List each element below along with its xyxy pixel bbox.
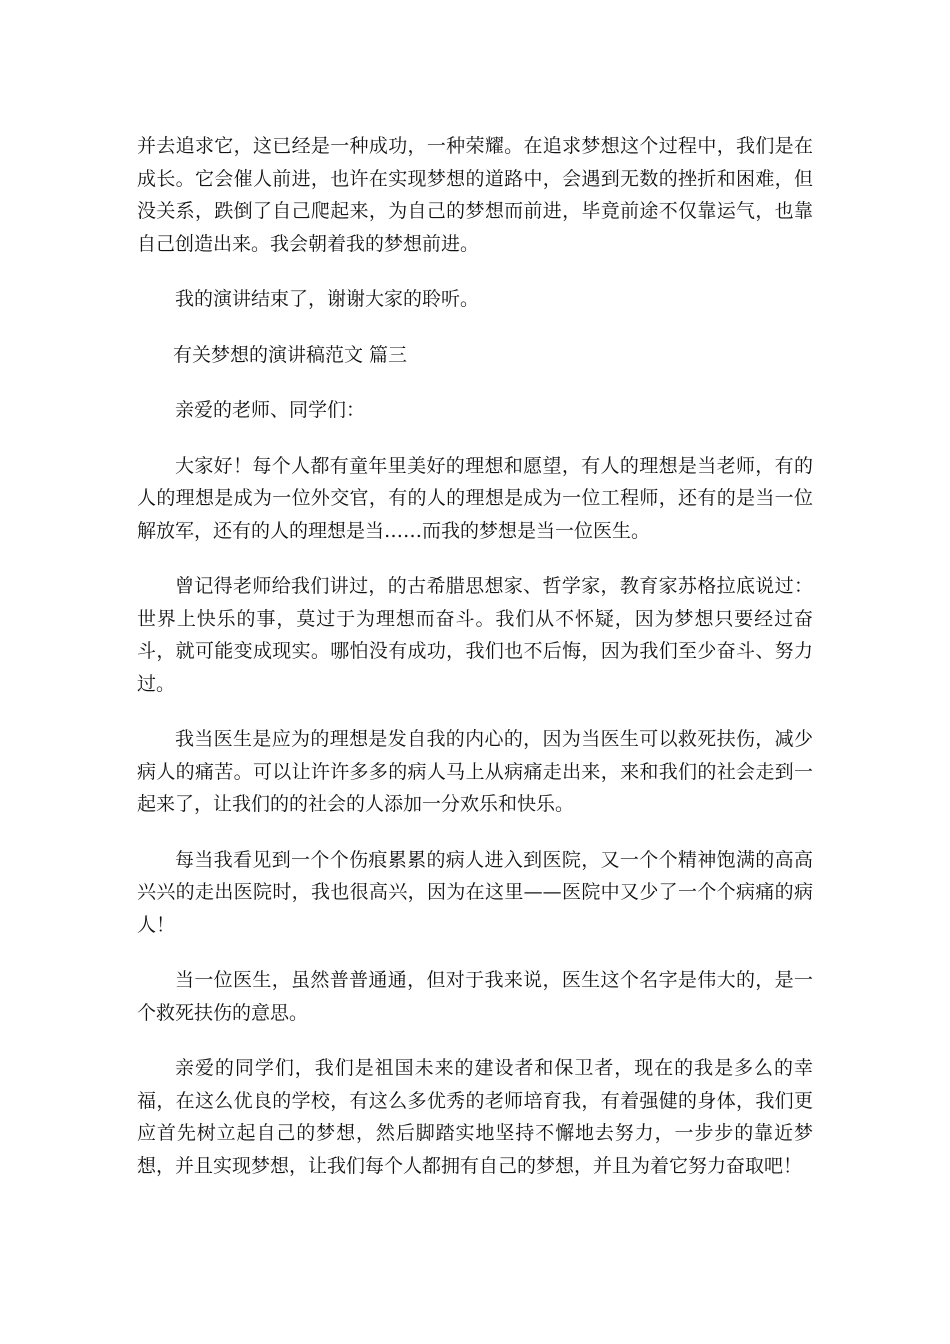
paragraph: 我当医生是应为的理想是发自我的内心的，因为当医生可以救死扶伤，减少病人的痛苦。可以让许许多多的病人马上从病痛走出来，来和我们的社会走到一起来了，让我们的的社会的人添加一分欢乐和快乐。 [137, 728, 813, 815]
paragraph: 亲爱的同学们，我们是祖国未来的建设者和保卫者，现在的我是多么的幸福，在这么优良的学校，有这么多优秀的老师培育我，有着强健的身体，我们更应首先树立起自己的梦想，然后脚踏实地坚持不懈地去努力，一步步的靠近梦想，并且实现梦想，让我们每个人都拥有自己的梦想，并且为着它努力奋取吧！ [137, 1057, 813, 1177]
section-title: 有关梦想的演讲稿范文 篇三 [173, 343, 408, 366]
paragraph: 大家好！每个人都有童年里美好的理想和愿望，有人的理想是当老师，有的人的理想是成为一位外交官，有的人的理想是成为一位工程师，还有的是当一位解放军，还有的人的理想是当……而我的梦想是当一位医生。 [137, 454, 813, 542]
paragraph: 当一位医生，虽然普普通通，但对于我来说，医生这个名字是伟大的，是一个救死扶伤的意思。 [137, 969, 813, 1024]
document-body [137, 130, 813, 1182]
paragraph-closing: 我的演讲结束了，谢谢大家的聆听。 [175, 288, 480, 310]
paragraph-greeting: 亲爱的老师、同学们： [175, 399, 366, 421]
paragraph: 曾记得老师给我们讲过，的古希腊思想家、哲学家，教育家苏格拉底说过：世界上快乐的事，莫过于为理想而奋斗。我们从不怀疑，因为梦想只要经过奋斗，就可能变成现实。哪怕没有成功，我们也不后悔，因为我们至少奋斗、努力过。 [137, 575, 813, 695]
paragraph: 每当我看见到一个个伤痕累累的病人进入到医院，又一个个精神饱满的高高兴兴的走出医院时，我也很高兴，因为在这里——医院中又少了一个个病痛的病人！ [137, 848, 813, 936]
paragraph-continued: 并去追求它，这已经是一种成功，一种荣耀。在追求梦想这个过程中，我们是在成长。它会催人前进，也许在实现梦想的道路中，会遇到无数的挫折和困难，但没关系，跌倒了自己爬起来，为自己的梦想而前进，毕竟前途不仅靠运气，也靠自己创造出来。我会朝着我的梦想前进。 [137, 135, 813, 255]
